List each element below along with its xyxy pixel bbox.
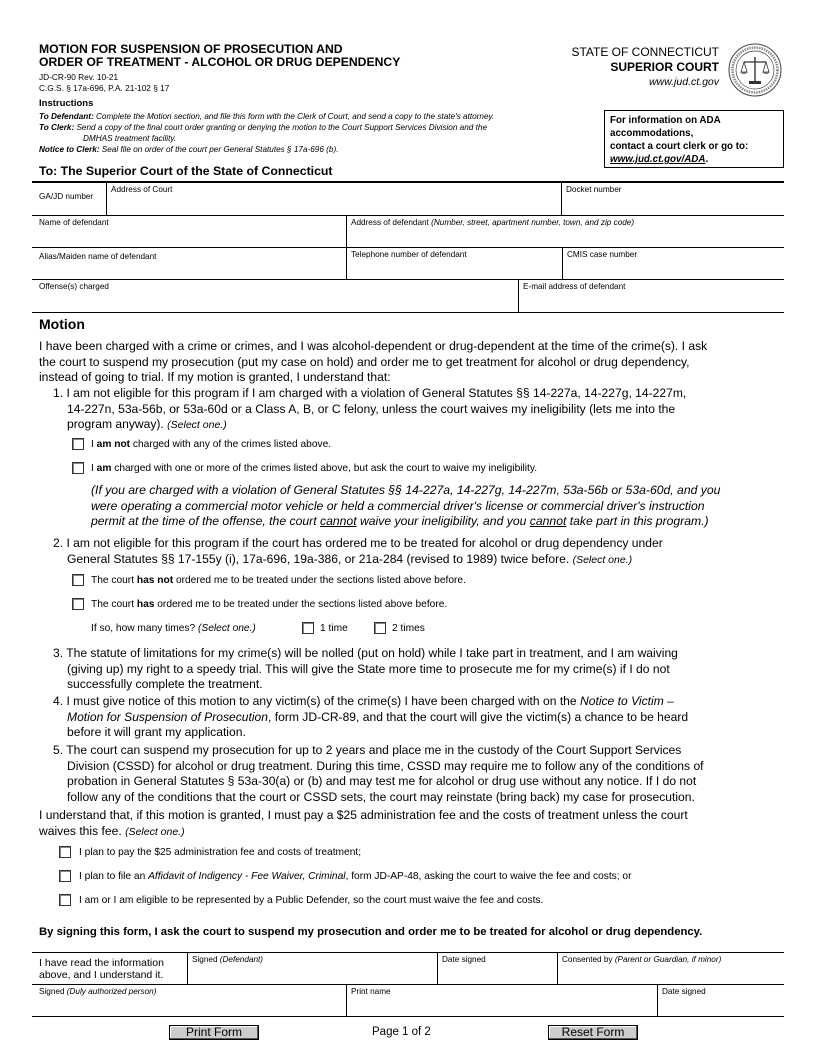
- public-defender-checkbox[interactable]: [59, 894, 71, 906]
- ada-link[interactable]: www.jud.ct.gov/ADA: [610, 154, 706, 165]
- one-time-checkbox[interactable]: [302, 622, 314, 634]
- item-2: 2. I am not eligible for this program if the court has ordered me to be treated for alcohol or drug dependency under General Statutes §§ 17-155y (i), 17a-696, 19a-386, or 21a-284 (revised to 1989) twice before. (Select one.): [53, 536, 663, 566]
- ada-info-box: For information on ADA accommodations, contact a court clerk or go to: www.jud.ct.gov/ADA.: [604, 110, 784, 168]
- pay-fee-checkbox[interactable]: [59, 846, 71, 858]
- print-form-button[interactable]: Print Form: [169, 1025, 259, 1040]
- acknowledgement: I have read the information above, and I understand it.: [39, 957, 164, 981]
- consent-field[interactable]: Consented by (Parent or Guardian, if minor): [562, 955, 722, 964]
- not-ordered-checkbox[interactable]: [72, 574, 84, 586]
- fee-waiver-checkbox[interactable]: [59, 870, 71, 882]
- court-address-field[interactable]: Address of Court: [111, 185, 173, 194]
- offenses-field[interactable]: Offense(s) charged: [39, 282, 109, 291]
- date-signed-2-field[interactable]: Date signed: [662, 987, 706, 996]
- page-number: Page 1 of 2: [372, 1026, 431, 1038]
- waive-ineligibility-label: I am charged with one or more of the crimes listed above, but ask the court to waive my ineligibility.: [91, 463, 538, 474]
- fee-waiver-label: I plan to file an Affidavit of Indigency - Fee Waiver, Criminal, form JD-AP-48, asking the court to waive the fee and costs; or: [79, 871, 632, 882]
- public-defender-label: I am or I am eligible to be represented by a Public Defender, so the court must waive the fee and costs.: [79, 895, 544, 906]
- has-ordered-label: The court has ordered me to be treated under the sections listed above before.: [91, 599, 448, 610]
- instructions-heading: Instructions: [39, 98, 94, 109]
- has-ordered-checkbox[interactable]: [72, 598, 84, 610]
- item-3: 3. The statute of limitations for my crime(s) will be nolled (put on hold) while I take part in treatment, and I am waiving (giving up) my right to a speedy trial. This will give the State more time to prosecute me for my crime(s) if I do not successfully complete the treatment.: [53, 646, 678, 691]
- print-name-field[interactable]: Print name: [351, 987, 391, 996]
- defendant-signature-field[interactable]: Signed (Defendant): [192, 955, 264, 964]
- cmis-field[interactable]: CMIS case number: [567, 250, 638, 259]
- pay-fee-label: I plan to pay the $25 administration fee and costs of treatment;: [79, 847, 362, 858]
- item-1: 1. I am not eligible for this program if I am charged with a violation of General Statutes §§ 14-227a, 14-227g, 14-227m, 14-227n, 53a-56b, or 53a-60d or a Class A, B, or C felony, unless the court waives my ineligibility (lets me into the program anyway). (Select one.): [53, 386, 687, 431]
- not-charged-label: I am not charged with any of the crimes listed above.: [91, 439, 332, 450]
- addressee-line: To: The Superior Court of the State of Connecticut: [39, 164, 333, 178]
- reset-form-button[interactable]: Reset Form: [548, 1025, 638, 1040]
- signing-statement: By signing this form, I ask the court to suspend my prosecution and order me to be treated for alcohol or drug dependency.: [39, 926, 703, 938]
- form-number: JD-CR-90 Rev. 10-21: [39, 72, 119, 82]
- how-many-times-label: If so, how many times? (Select one.): [91, 623, 256, 634]
- alias-field[interactable]: Alias/Maiden name of defendant: [39, 252, 157, 261]
- waive-ineligibility-checkbox[interactable]: [72, 462, 84, 474]
- statutes: C.G.S. § 17a-696, P.A. 21-102 § 17: [39, 83, 170, 93]
- two-times-checkbox[interactable]: [374, 622, 386, 634]
- date-signed-field[interactable]: Date signed: [442, 955, 486, 964]
- item-5: 5. The court can suspend my prosecution for up to 2 years and place me in the custody of the Court Support Services Division (CSSD) for alcohol or drug treatment. During this time, CSSD may require me to follow any of the conditions of probation in General Statutes § 53a-30(a) or (b) and may test me for alcohol or drug use without any notice. If I do not follow any of the conditions that the court or CSSD sets, the court may reinstate (bring back) my case for prosecution.: [53, 743, 704, 804]
- defendant-name-field[interactable]: Name of defendant: [39, 218, 109, 227]
- gajd-field[interactable]: GA/JD number: [39, 192, 94, 201]
- website: www.jud.ct.gov: [648, 76, 719, 88]
- telephone-field[interactable]: Telephone number of defendant: [351, 250, 467, 259]
- court-name: SUPERIOR COURT: [610, 60, 719, 74]
- two-times-label: 2 times: [392, 623, 425, 634]
- court-header: [571, 45, 719, 90]
- defendant-address-field[interactable]: Address of defendant (Number, street, apartment number, town, and zip code): [351, 218, 635, 227]
- commercial-license-note: (If you are charged with a violation of General Statutes §§ 14-227a, 14-227g, 14-227m, 53a-56b or 53a-60d, and you were operating a commercial motor vehicle or held a commercial driver's license or commercial driver's instruction permit at the time of the offense, the court cannot waive your ineligibility, and you cannot take part in this program.): [91, 483, 721, 528]
- motion-heading: Motion: [39, 316, 85, 332]
- state-name: STATE OF CONNECTICUT: [571, 45, 719, 59]
- fee-statement: I understand that, if this motion is granted, I must pay a $25 administration fee and the costs of treatment unless the court waives this fee. (Select one.): [39, 808, 688, 838]
- form-title: MOTION FOR SUSPENSION OF PROSECUTION AND ORDER OF TREATMENT - ALCOHOL OR DRUG DEPENDENCY: [39, 42, 401, 69]
- motion-intro: I have been charged with a crime or crimes, and I was alcohol-dependent or drug-dependent at the time of the crime(s). I ask the court to suspend my prosecution (put my case on hold) and order me to get treatment for alcohol or drug dependency, instead of going to trial. If my motion is granted, I understand that:: [39, 339, 708, 384]
- docket-number-field[interactable]: Docket number: [566, 185, 622, 194]
- item-4: 4. I must give notice of this motion to any victim(s) of the crime(s) I have been charged with on the Notice to Victim – Motion for Suspension of Prosecution, form JD-CR-89, and that the court will give the victim(s) a chance to be heard before it will grant my application.: [53, 694, 689, 739]
- email-field[interactable]: E-mail address of defendant: [523, 282, 626, 291]
- one-time-label: 1 time: [320, 623, 348, 634]
- not-ordered-label: The court has not ordered me to be treated under the sections listed above before.: [91, 575, 466, 586]
- authorized-signature-field[interactable]: Signed (Duly authorized person): [39, 987, 157, 996]
- state-seal-icon: [728, 43, 782, 97]
- not-charged-checkbox[interactable]: [72, 438, 84, 450]
- instructions: To Defendant: Complete the Motion section, and file this form with the Clerk of Court, and send a copy to the state's attorney. To Clerk: Send a copy of the final court order granting or denying the motion to the Court Support Services Division and the DMHAS treatment facility. Notice to Clerk: Seal file on order of the court per General Statutes § 17a-696 (b).: [39, 112, 495, 154]
